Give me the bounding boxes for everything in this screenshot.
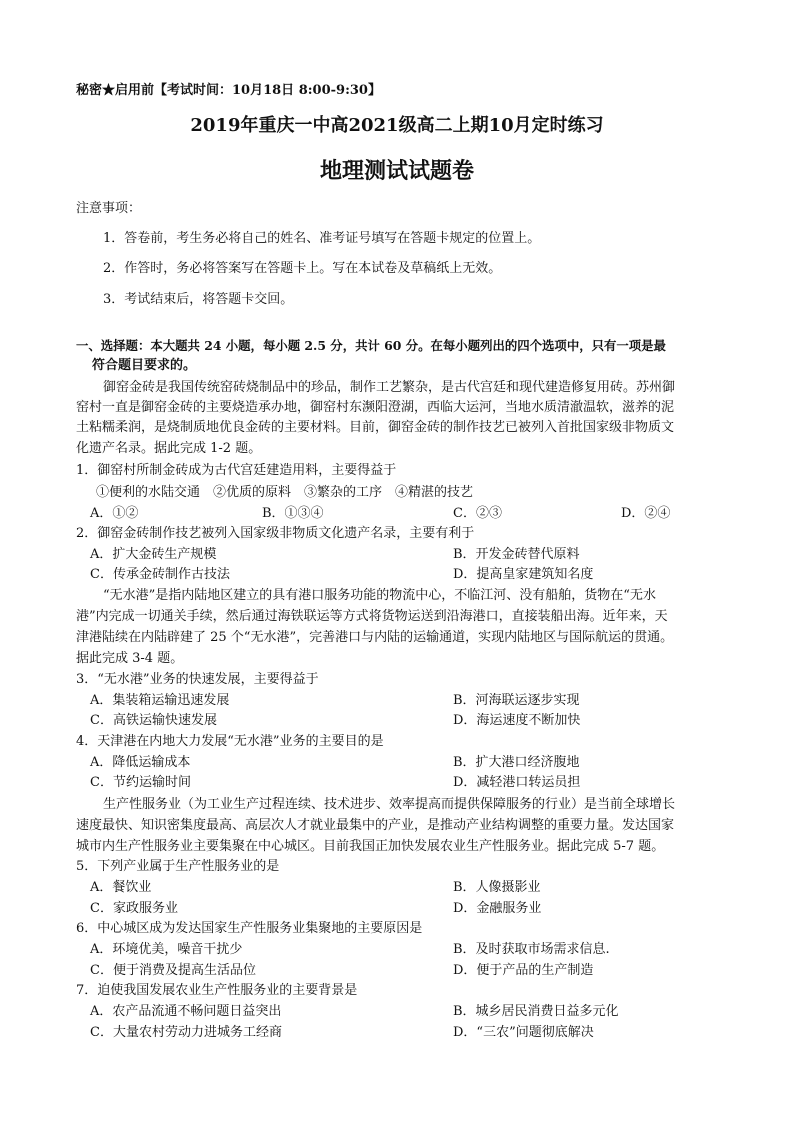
question-4-option-b: B．扩大港口经济腹地	[453, 755, 580, 770]
passage-line: 土粘糯柔润，是烧制质地优良金砖的主要材料。目前，御窑金砖的制作技艺已被列入首批国家级非物质文	[76, 420, 675, 435]
question-1-option-c: C．②③	[453, 506, 502, 521]
passage-line: 城市内生产性服务业主要集聚在中心城区。目前我国正加快发展农业生产性服务业。据此完成 5-7 题。	[76, 839, 665, 854]
question-2-option-a: A．扩大金砖生产规模	[90, 547, 217, 562]
question-7-stem: 7．迫使我国发展农业生产性服务业的主要背景是	[76, 983, 358, 998]
question-4-option-a: A．降低运输成本	[90, 755, 191, 770]
question-4-option-d: D．减轻港口转运员担	[453, 775, 581, 790]
question-3-option-c: C．高铁运输快速发展	[90, 713, 217, 728]
question-2-option-c: C．传承金砖制作古技法	[90, 567, 230, 582]
passage-line: 津港陆续在内陆辟建了 25 个“无水港”，完善港口与内陆的运输通道，实现内陆地区与国际航运的贯通。	[76, 630, 674, 645]
exam-subtitle: 地理测试试题卷	[319, 158, 474, 184]
question-3-option-b: B．河海联运逐步实现	[453, 693, 580, 708]
question-3-stem: 3．“无水港”业务的快速发展，主要得益于	[76, 672, 319, 687]
question-5-option-d: D．金融服务业	[453, 901, 542, 916]
question-1-stem: 1．御窑村所制金砖成为古代宫廷建造用料，主要得益于	[76, 463, 397, 478]
question-6-option-b: B．及时获取市场需求信息.	[453, 942, 610, 957]
question-7-option-b: B．城乡居民消费日益多元化	[453, 1004, 619, 1019]
question-1-option-a: A．①②	[90, 506, 139, 521]
question-1-option-d: D．②④	[621, 506, 671, 521]
passage-line: 据此完成 3-4 题。	[76, 651, 184, 666]
question-6-stem: 6．中心城区成为发达国家生产性服务业集聚地的主要原因是	[76, 921, 423, 936]
question-2-stem: 2．御窑金砖制作技艺被列入国家级非物质文化遗产名录，主要有利于	[76, 526, 475, 541]
question-7-option-d: D．“三农”问题彻底解决	[453, 1025, 594, 1040]
question-7-option-a: A．农产品流通不畅问题日益突出	[90, 1004, 282, 1019]
question-2-option-b: B．开发金砖替代原料	[453, 547, 580, 562]
passage-line: “无水港”是指内陆地区建立的具有港口服务功能的物流中心，不临江河、没有船舶，货物在“无水	[103, 588, 656, 603]
question-6-option-d: D．便于产品的生产制造	[453, 963, 594, 978]
question-6-option-c: C．便于消费及提高生活品位	[90, 963, 256, 978]
question-5-option-c: C．家政服务业	[90, 901, 178, 916]
passage-line: 化遗产名录。据此完成 1-2 题。	[76, 441, 262, 456]
question-4-option-c: C．节约运输时间	[90, 775, 191, 790]
question-2-option-d: D．提高皇家建筑知名度	[453, 567, 594, 582]
question-7-option-c: C．大量农村劳动力进城务工经商	[90, 1025, 282, 1040]
section-intro: 一、选择题：本大题共 24 小题，每小题 2.5 分，共计 60 分。在每小题列出的四个选项中，只有一项是最	[76, 338, 666, 353]
note-item: 2．作答时，务必将答案写在答题卡上。写在本试卷及草稿纸上无效。	[103, 261, 502, 276]
passage-line: 港”内完成一切通关手续，然后通过海铁联运等方式将货物运送到沿海港口，直接装船出海。近年来，天	[76, 609, 668, 624]
passage-line: 速度最快、知识密集度最高、高层次人才就业最集中的产业，是推动产业结构调整的重要力量。发达国家	[76, 818, 675, 833]
note-item: 3．考试结束后，将答题卡交回。	[103, 292, 294, 307]
passage-line: 御窑金砖是我国传统窑砖烧制品中的珍品，制作工艺繁杂，是古代宫廷和现代建造修复用砖。苏州御	[103, 380, 676, 395]
exam-title: 2019年重庆一中高2021级高二上期10月定时练习	[190, 115, 604, 136]
question-5-stem: 5．下列产业属于生产性服务业的是	[76, 859, 280, 874]
question-3-option-d: D．海运速度不断加快	[453, 713, 581, 728]
note-item: 1．答卷前，考生务必将自己的姓名、准考证号填写在答题卡规定的位置上。	[103, 231, 541, 246]
section-intro-cont: 符合题目要求的。	[92, 358, 197, 373]
question-1-items: ①便利的水陆交通 ②优质的原料 ③繁杂的工序 ④精湛的技艺	[96, 485, 474, 500]
question-3-option-a: A．集装箱运输迅速发展	[90, 693, 230, 708]
question-4-stem: 4．天津港在内地大力发展“无水港”业务的主要目的是	[76, 734, 384, 749]
notes-heading: 注意事项：	[76, 201, 142, 216]
question-1-option-b: B．①③④	[262, 506, 324, 521]
passage-line: 生产性服务业（为工业生产过程连续、技术进步、效率提高而提供保障服务的行业）是当前全球增长	[103, 797, 676, 812]
passage-line: 窑村一直是御窑金砖的主要烧造承办地，御窑村东濒阳澄湖，西临大运河，当地水质清澈温软，滋养的泥	[76, 400, 675, 415]
question-6-option-a: A．环境优美，噪音干扰少	[90, 942, 243, 957]
question-5-option-a: A．餐饮业	[90, 880, 152, 895]
question-5-option-b: B．人像摄影业	[453, 880, 541, 895]
confidential-notice: 秘密★启用前【考试时间：10月18日 8:00-9:30】	[76, 83, 381, 98]
